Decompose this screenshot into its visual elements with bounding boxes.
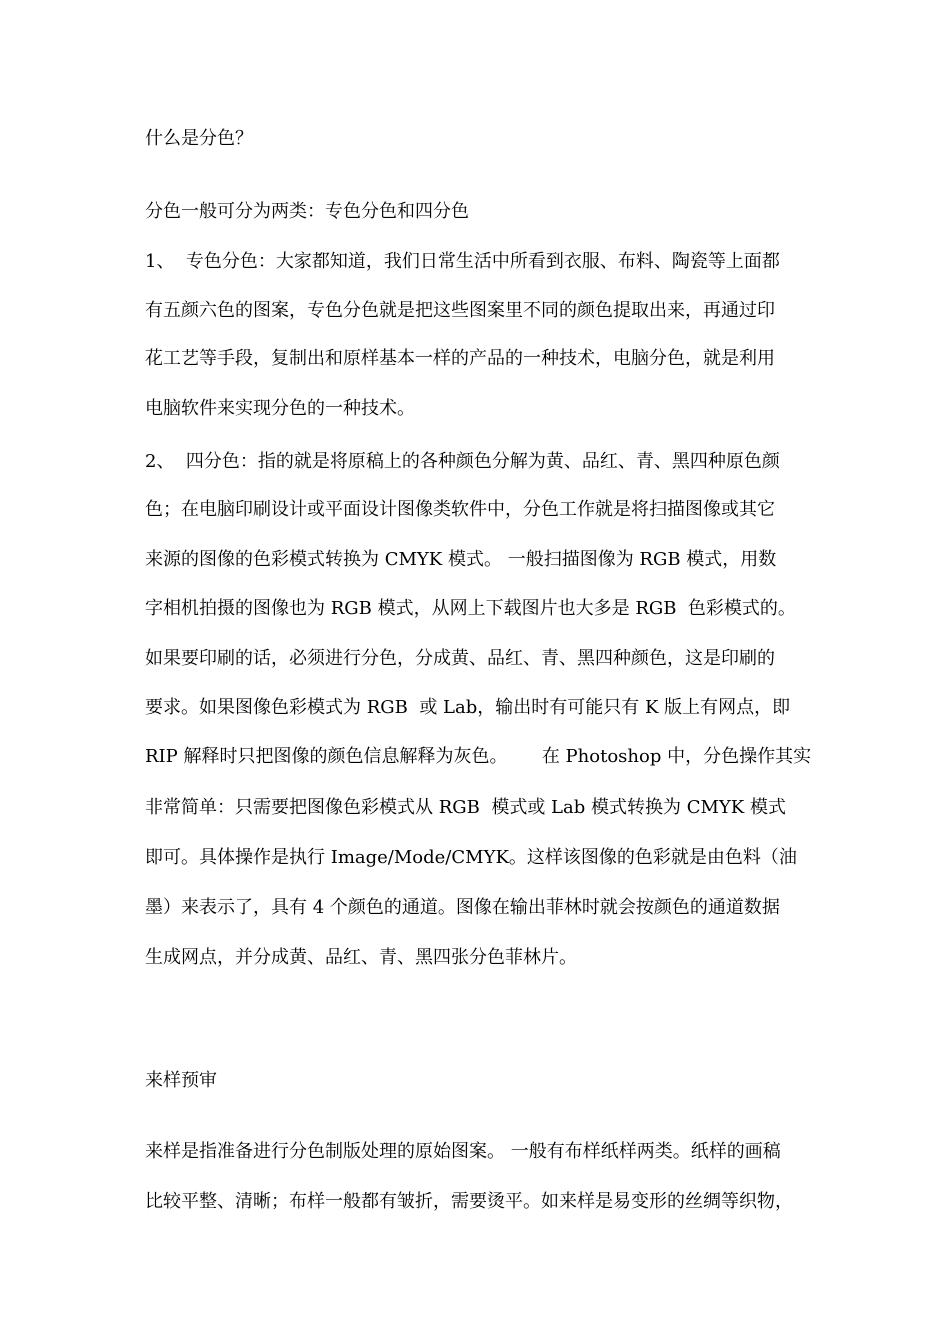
paragraph-line: RIP 解释时只把图像的颜色信息解释为灰色。 在 Photoshop 中，分色操作其实: [145, 746, 812, 767]
paragraph-line: 有五颜六色的图案，专色分色就是把这些图案里不同的颜色提取出来，再通过印: [145, 300, 775, 321]
paragraph-line: 2、 四分色：指的就是将原稿上的各种颜色分解为黄、品红、青、黑四种原色颜: [145, 451, 780, 472]
paragraph-line: 来样是指准备进行分色制版处理的原始图案。 一般有布样纸样两类。纸样的画稿: [145, 1141, 781, 1162]
paragraph-line: 花工艺等手段，复制出和原样基本一样的产品的一种技术，电脑分色，就是利用: [145, 348, 775, 369]
paragraph-line: 即可。具体操作是执行 Image/Mode/CMYK。这样该图像的色彩就是由色料（油: [145, 847, 797, 868]
paragraph-line: 如果要印刷的话，必须进行分色，分成黄、品红、青、黑四种颜色，这是印刷的: [145, 648, 775, 669]
paragraph-line: 1、 专色分色：大家都知道，我们日常生活中所看到衣服、布料、陶瓷等上面都: [145, 251, 780, 272]
paragraph-line: 分色一般可分为两类：专色分色和四分色: [145, 201, 469, 222]
paragraph-line: 要求。如果图像色彩模式为 RGB 或 Lab，输出时有可能只有 K 版上有网点，即: [145, 697, 791, 718]
paragraph-line: 电脑软件来实现分色的一种技术。: [145, 398, 415, 419]
heading-sample-review: 来样预审: [145, 1070, 217, 1091]
paragraph-line: 来源的图像的色彩模式转换为 CMYK 模式。 一般扫描图像为 RGB 模式，用数: [145, 549, 777, 570]
paragraph-line: 非常简单：只需要把图像色彩模式从 RGB 模式或 Lab 模式转换为 CMYK 模式: [145, 797, 786, 818]
paragraph-line: 墨）来表示了，具有 4 个颜色的通道。图像在输出菲林时就会按颜色的通道数据: [145, 897, 780, 918]
paragraph-line: 色；在电脑印刷设计或平面设计图像类软件中，分色工作就是将扫描图像或其它: [145, 499, 775, 520]
heading-what-is-color-separation: 什么是分色？: [145, 128, 253, 149]
paragraph-line: 生成网点，并分成黄、品红、青、黑四张分色菲林片。: [145, 947, 577, 968]
paragraph-line: 比较平整、清晰；布样一般都有皱折，需要烫平。如来样是易变形的丝绸等织物，: [145, 1191, 793, 1212]
paragraph-line: 字相机拍摄的图像也为 RGB 模式，从网上下载图片也大多是 RGB 色彩模式的。: [145, 598, 796, 619]
